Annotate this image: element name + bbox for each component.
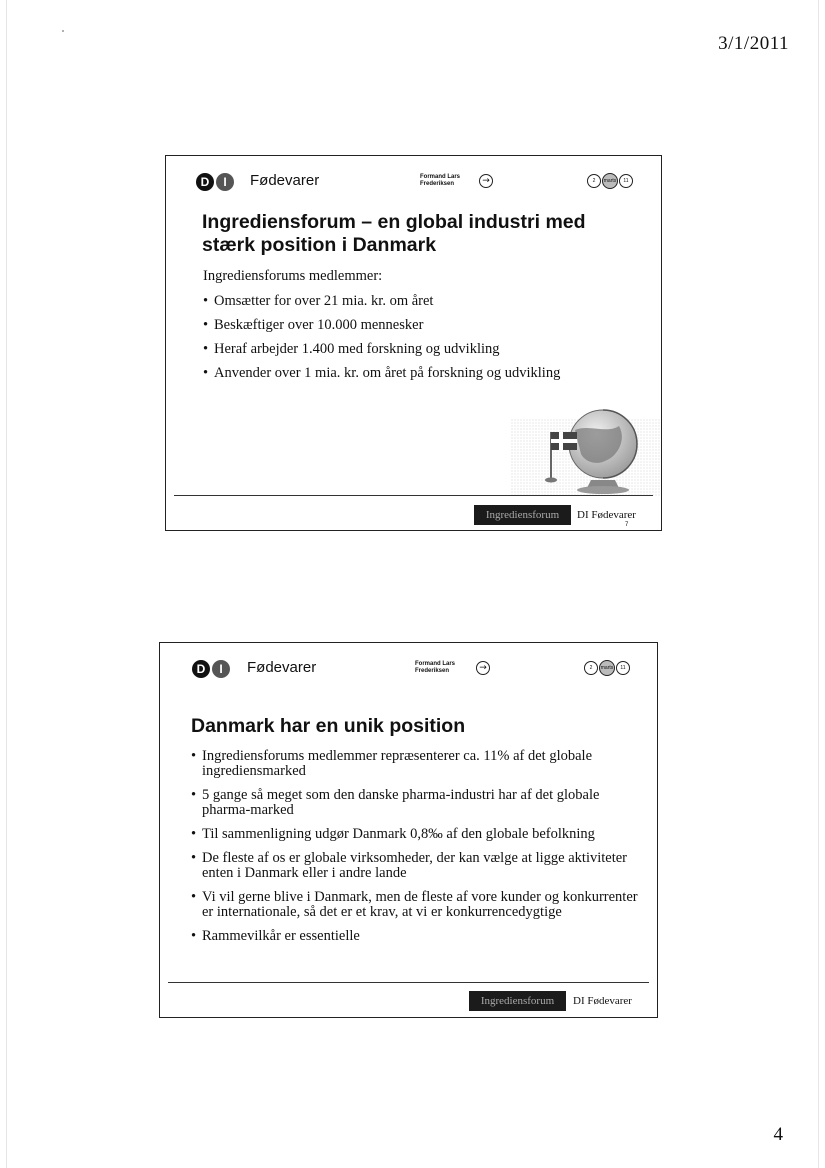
list-item: • Beskæftiger over 10.000 mennesker: [203, 317, 648, 334]
logo-i: I: [212, 660, 230, 678]
page-number: 4: [773, 1124, 783, 1145]
arrow-right-circle-icon[interactable]: →: [476, 661, 490, 675]
logo-d: D: [196, 173, 214, 191]
globe-with-flag-illustration: [511, 404, 661, 496]
nav-current: marts: [599, 660, 615, 676]
slide-nav: [584, 660, 631, 676]
list-item: • Til sammenligning udgør Danmark 0,8‰ af den globale befolkning: [191, 827, 641, 842]
nav-next-button[interactable]: 11: [616, 661, 630, 675]
list-item: • Rammevilkår er essentielle: [191, 929, 641, 944]
presenter-line1: Formand Lars: [420, 174, 461, 180]
slide-brand: Fødevarer: [250, 172, 320, 189]
presenter-name: [420, 174, 460, 187]
slide-number: 7: [625, 522, 629, 528]
list-item: • Vi vil gerne blive i Danmark, men de fleste af vore kunder og konkurrenter er internationale, så det er et krav, at vi er konkurrencedygtige: [191, 890, 641, 920]
slide-nav: [587, 173, 634, 189]
slide-title: [202, 211, 586, 257]
slide-title-line1: Ingrediensforum – en global industri med: [202, 211, 586, 233]
slide-8: [159, 642, 658, 1018]
footer-brand: DI Fødevarer: [573, 995, 632, 1007]
slide-brand: Fødevarer: [247, 659, 317, 676]
presenter-name: [415, 661, 455, 674]
arrow-right-circle-icon[interactable]: →: [479, 174, 493, 188]
presenter-line2: Frederiksen: [415, 667, 450, 674]
footer-divider: [168, 982, 649, 983]
di-logo-icon: [196, 173, 236, 191]
list-item: • Omsætter for over 21 mia. kr. om året: [203, 293, 648, 310]
presenter-line2: Frederiksen: [420, 180, 455, 187]
nav-prev-button[interactable]: 2: [587, 174, 601, 188]
nav-next-button[interactable]: 11: [619, 174, 633, 188]
footer-badge: Ingrediensforum: [469, 991, 566, 1011]
logo-i: I: [216, 173, 234, 191]
print-date: 3/1/2011: [718, 33, 789, 54]
logo-d: D: [192, 660, 210, 678]
footer-brand: DI Fødevarer: [577, 509, 636, 521]
slide-intro: Ingrediensforums medlemmer:: [203, 268, 383, 284]
footer-divider: [174, 495, 653, 496]
list-item: • Ingrediensforums medlemmer repræsenterer ca. 11% af det globale ingrediensmarked: [191, 749, 641, 779]
bullet-list: [191, 749, 641, 953]
scan-edge-right: [818, 0, 819, 1168]
slide-title: [191, 715, 465, 738]
slide-title-line2: stærk position i Danmark: [202, 234, 437, 256]
scan-speck: [62, 30, 64, 32]
list-item: • De fleste af os er globale virksomheder, der kan vælge at ligge aktiviteter enten i Danmark eller i andre lande: [191, 851, 641, 881]
nav-prev-button[interactable]: 2: [584, 661, 598, 675]
presenter-line1: Formand Lars: [415, 661, 456, 667]
nav-current: marts: [602, 173, 618, 189]
footer-badge: Ingrediensforum: [474, 505, 571, 525]
list-item: • 5 gange så meget som den danske pharma-industri har af det globale pharma-marked: [191, 788, 641, 818]
slide-title-line1: Danmark har en unik position: [191, 715, 466, 737]
di-logo-icon: [192, 660, 232, 678]
scan-edge-left: [6, 0, 7, 1168]
list-item: • Anvender over 1 mia. kr. om året på forskning og udvikling: [203, 365, 648, 382]
bullet-list: [203, 293, 648, 389]
slide-7: [165, 155, 662, 531]
list-item: • Heraf arbejder 1.400 med forskning og udvikling: [203, 341, 648, 358]
